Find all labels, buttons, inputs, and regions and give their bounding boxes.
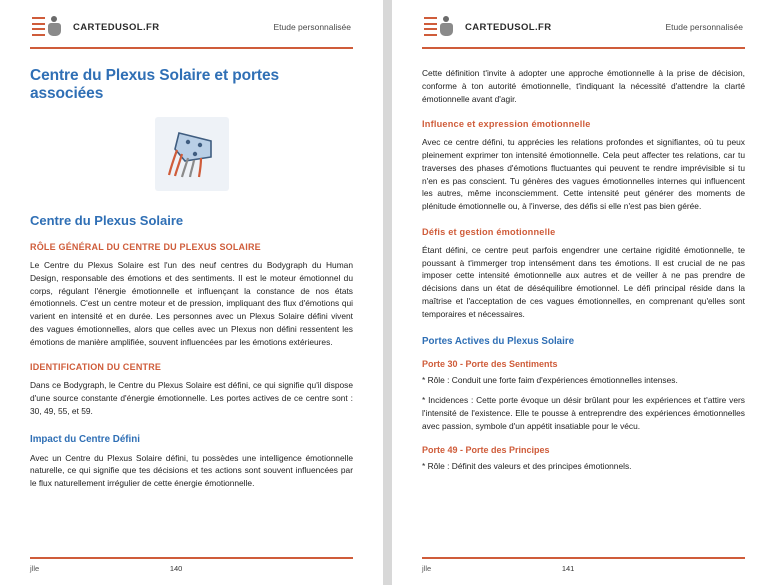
page-header-left — [30, 14, 353, 40]
subsection-influence-text: Avec ce centre défini, tu apprécies les relations profondes et signifiantes, où tu peux pleinement exprimer ton intensité émotionnelle. Cela peut affecter tes relations, car tu traverses des phases d'émotions fluctuantes qui peuvent te rendre imprévisible si tu n'en es pas conscient. Tu génères des vagues émotionnelles internes qui influencent les autres, même inconsciemment. Cette intensité peut générer des moments de plénitude émotionnelle ou, à l'inverse, des défis si elle n'est pas bien gérée. — [422, 137, 745, 212]
page-header-right — [422, 14, 745, 40]
gates-section-title: Portes Actives du Plexus Solaire — [422, 336, 575, 348]
plexus-solaire-center-icon — [155, 117, 229, 191]
footer-divider — [30, 557, 353, 559]
cartedusol-logo-icon — [424, 14, 458, 40]
intro-paragraph: Cette définition t'invite à adopter une approche émotionnelle à la prise de décision, conforme à ton autorité émotionnelle, t'indiquant la nécessité d'attendre la clarté émotionnelle avant d'agir. — [422, 68, 745, 104]
gate-49-role: * Rôle : Définit des valeurs et des principes émotionnels. — [422, 460, 632, 471]
page-footer-left — [30, 557, 353, 573]
footer-divider — [422, 557, 745, 559]
brand-lockup — [424, 14, 551, 40]
footer-label: jlle — [30, 564, 40, 573]
subsection-impact-text: Avec un Centre du Plexus Solaire défini, tu possèdes une intelligence émotionnelle naturelle, ce qui signifie que tes décisions et tes actions sont souvent influencées par le flux naturellement irrégulier de cette énergie émotionnelle. — [30, 452, 353, 489]
subsection-influence-heading: Influence et expression émotionnelle — [422, 119, 591, 130]
page-left — [0, 0, 383, 585]
page-title: Centre du Plexus Solaire et portes associées — [30, 67, 279, 102]
header-divider — [30, 47, 353, 49]
brand-lockup — [32, 14, 159, 40]
page-right — [392, 0, 775, 585]
subsection-defis-text: Étant défini, ce centre peut parfois engendrer une certaine rigidité émotionnelle, te poussant à t'immerger trop intensément dans tes émotions. Il est crucial de ne pas imposer cette intensité émotionnelle aux autres et de veiller à ne pas prendre de décisions dans un état de déséquilibre émotionnel. Le défi principal réside dans la maîtrise et l'acceptation de ces vagues émotionnelles, en comprenant qu'elles sont temporaires et nécessaires. — [422, 244, 745, 319]
page-content-left — [30, 67, 353, 490]
subsection-impact-heading: Impact du Centre Défini — [30, 433, 140, 445]
gate-30-incidences: * Incidences : Cette porte évoque un désir brûlant pour les expériences et t'attire vers l'intensité de l'existence. Elle te pousse à entreprendre des expériences émotionnelles avec passion, symbole d'un appétit insatiable pour le vécu. — [422, 395, 745, 431]
subsection-role-general-text: Le Centre du Plexus Solaire est l'un des neuf centres du Bodygraph du Human Design, responsable des émotions et des sentiments. Il est le moteur émotionnel du corps, régulant l'énergie émotionnelle et influençant la constance de nos états émotionnels. C'est un centre moteur et de pression, impliquant des flux d'émotions qui varient en intensité et en durée. Les personnes avec un Plexus Solaire défini vivent des vagues émotionnelles, alors que celles avec un Plexus non défini ressentent les émotions de manière amplifiée, souvent influencées par les émotions extérieures. — [30, 260, 353, 347]
gate-49-title: Porte 49 - Porte des Principes — [422, 444, 550, 455]
brand-name: CARTEDUSOL.FR — [465, 21, 552, 33]
gate-30-title: Porte 30 - Porte des Sentiments — [422, 359, 558, 370]
header-divider — [422, 47, 745, 49]
page-number: 141 — [561, 564, 575, 573]
header-subtitle: Etude personnalisée — [665, 22, 743, 32]
footer-label: jlle — [422, 564, 432, 573]
section-title: Centre du Plexus Solaire — [30, 213, 184, 228]
page-content-right — [422, 67, 745, 472]
subsection-identification-text: Dans ce Bodygraph, le Centre du Plexus Solaire est défini, ce qui signifie qu'il dispose d'une source constante d'énergie émotionnelle. Les portes actives de ce centre sont : 30, 49, 55, et 59. — [30, 380, 353, 416]
gate-30-role: * Rôle : Conduit une forte faim d'expériences émotionnelles intenses. — [422, 375, 678, 386]
subsection-role-general-heading: RÔLE GÉNÉRAL DU CENTRE DU PLEXUS SOLAIRE — [30, 242, 261, 252]
page-number: 140 — [169, 564, 183, 573]
brand-name: CARTEDUSOL.FR — [73, 21, 160, 33]
subsection-defis-heading: Défis et gestion émotionnelle — [422, 226, 556, 237]
cartedusol-logo-icon — [32, 14, 66, 40]
subsection-identification-heading: IDENTIFICATION DU CENTRE — [30, 362, 162, 373]
page-footer-right — [422, 557, 745, 573]
header-subtitle: Etude personnalisée — [273, 22, 351, 32]
